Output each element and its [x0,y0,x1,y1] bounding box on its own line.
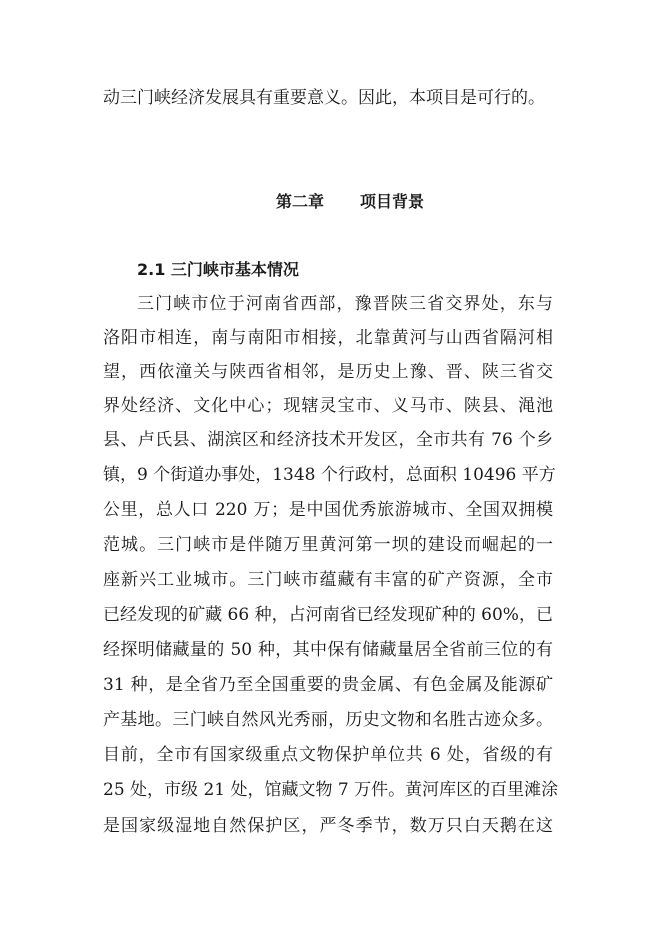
body-line: 31 种，是全省乃至全国重要的贵金属、有色金属及能源矿 [103,675,553,695]
body-line: 范城。三门峡市是伴随万里黄河第一坝的建设而崛起的一 [103,535,553,555]
body-line: 望，西依潼关与陕西省相邻，是历史上豫、晋、陕三省交 [103,362,553,382]
body-line: 三门峡市位于河南省西部，豫晋陕三省交界处，东与 [137,294,553,314]
body-line: 镇，9 个街道办事处，1348 个行政村，总面积 10496 平方 [103,465,556,485]
section-heading: 2.1 三门峡市基本情况 [137,260,299,279]
body-line: 洛阳市相连，南与南阳市相接，北靠黄河与山西省隔河相 [103,328,553,348]
body-line: 目前，全市有国家级重点文物保护单位共 6 处，省级的有 [103,745,553,765]
body-line: 界处经济、文化中心；现辖灵宝市、义马市、陕县、渑池 [103,396,553,416]
body-line: 25 处，市级 21 处，馆藏文物 7 万件。黄河库区的百里滩涂 [103,780,559,800]
body-line: 座新兴工业城市。三门峡市蕴藏有丰富的矿产资源，全市 [103,570,553,590]
body-line: 是国家级湿地自然保护区，严冬季节，数万只白天鹅在这 [103,816,553,836]
body-line: 已经发现的矿藏 66 种，占河南省已经发现矿种的 60%，已 [103,605,553,625]
chapter-number: 第二章 [275,192,324,211]
chapter-heading [0,192,662,212]
body-line: 县、卢氏县、湖滨区和经济技术开发区，全市共有 76 个乡 [103,430,553,450]
body-line: 公里，总人口 220 万；是中国优秀旅游城市、全国双拥模 [103,500,553,520]
body-line: 产基地。三门峡自然风光秀丽，历史文物和名胜古迹众多。 [103,710,553,730]
body-line: 经探明储藏量的 50 种，其中保有储藏量居全省前三位的有 [103,640,553,660]
carryover-paragraph-line: 动三门峡经济发展具有重要意义。因此，本项目是可行的。 [103,88,545,108]
chapter-title: 项目背景 [360,192,425,211]
